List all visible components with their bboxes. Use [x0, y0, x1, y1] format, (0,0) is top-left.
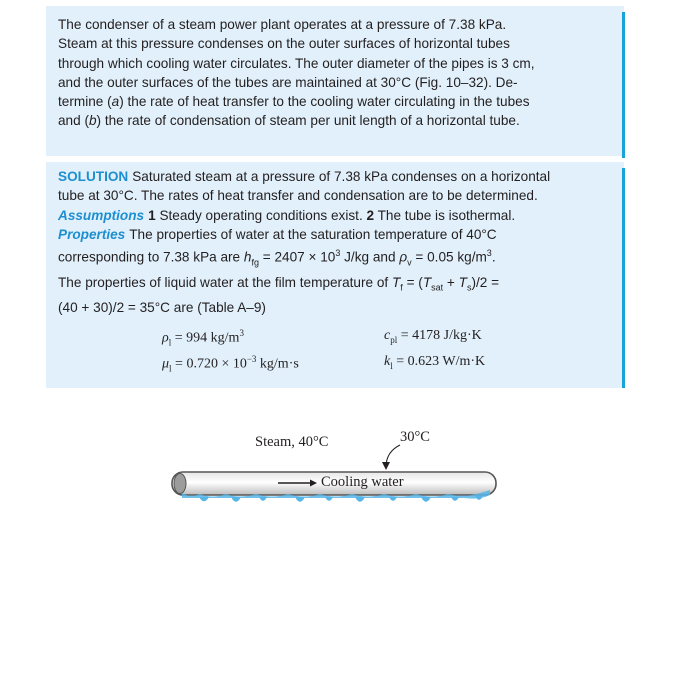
- equation-mu-l: $\mu_l = 0.720 \times 10^{-3}$ kg/m·s: [162, 354, 299, 374]
- problem-line: termine (a) the rate of heat transfer to the cooling water circulating in the tubes: [58, 94, 530, 110]
- equation-rho-l: $\rho_l = 994$ $kg/m^3$: [162, 328, 244, 348]
- properties-heading: Properties: [58, 226, 126, 242]
- equation-cp-l: $c_{pl} = 4178$ J/kg·K: [384, 328, 482, 345]
- problem-line: The condenser of a steam power plant operates at a pressure of 7.38 kPa.: [58, 17, 507, 32]
- properties-line: Properties The properties of water at the saturation temperature of 40°C: [58, 226, 497, 242]
- cooling-water-label: Cooling water: [321, 474, 404, 490]
- solution-heading: SOLUTION: [58, 169, 129, 184]
- assumptions-line: Assumptions 1 Steady operating conditions exist. 2 The tube is isothermal.: [58, 207, 516, 223]
- tube-temperature-label: 30°C: [400, 429, 430, 445]
- properties-line: (40 + 30)/2 = 35°C are (Table A–9): [58, 299, 266, 315]
- solution-line: tube at 30°C. The rates of heat transfer and condensation are to be determined.: [58, 188, 538, 204]
- problem-line: Steam at this pressure condenses on the outer surfaces of horizontal tubes: [58, 36, 510, 52]
- solution-line: SOLUTION Saturated steam at a pressure of 7.38 kPa condenses on a horizontal: [58, 169, 551, 184]
- pointer-arrowhead: [382, 462, 390, 470]
- tube-open-end: [174, 474, 186, 494]
- problem-line: through which cooling water circulates. The outer diameter of the pipes is 3 cm,: [58, 55, 535, 71]
- solution-accent-bar: [622, 168, 625, 388]
- problem-line: and (b) the rate of condensation of steam per unit length of a horizontal tube.: [58, 113, 520, 129]
- solution-text: [58, 167, 611, 317]
- problem-accent-bar: [622, 12, 625, 158]
- equation-k-l: $k_l = 0.623$ W/m·K: [384, 354, 486, 371]
- problem-statement: [58, 15, 611, 131]
- assumptions-heading: Assumptions: [58, 207, 145, 223]
- steam-label: Steam, 40°C: [255, 434, 329, 450]
- properties-line: corresponding to 7.38 kPa are $h_{fg} = 2407 \times 10^3$ J/kg and $\rho_v = 0.05$ $kg/m^3$.: [58, 248, 496, 268]
- problem-line: and the outer surfaces of the tubes are maintained at 30°C (Fig. 10–32). De-: [58, 74, 518, 90]
- properties-line: The properties of liquid water at the film temperature of $T_f = (T_{sat} + T_s)/2$ =: [58, 274, 500, 293]
